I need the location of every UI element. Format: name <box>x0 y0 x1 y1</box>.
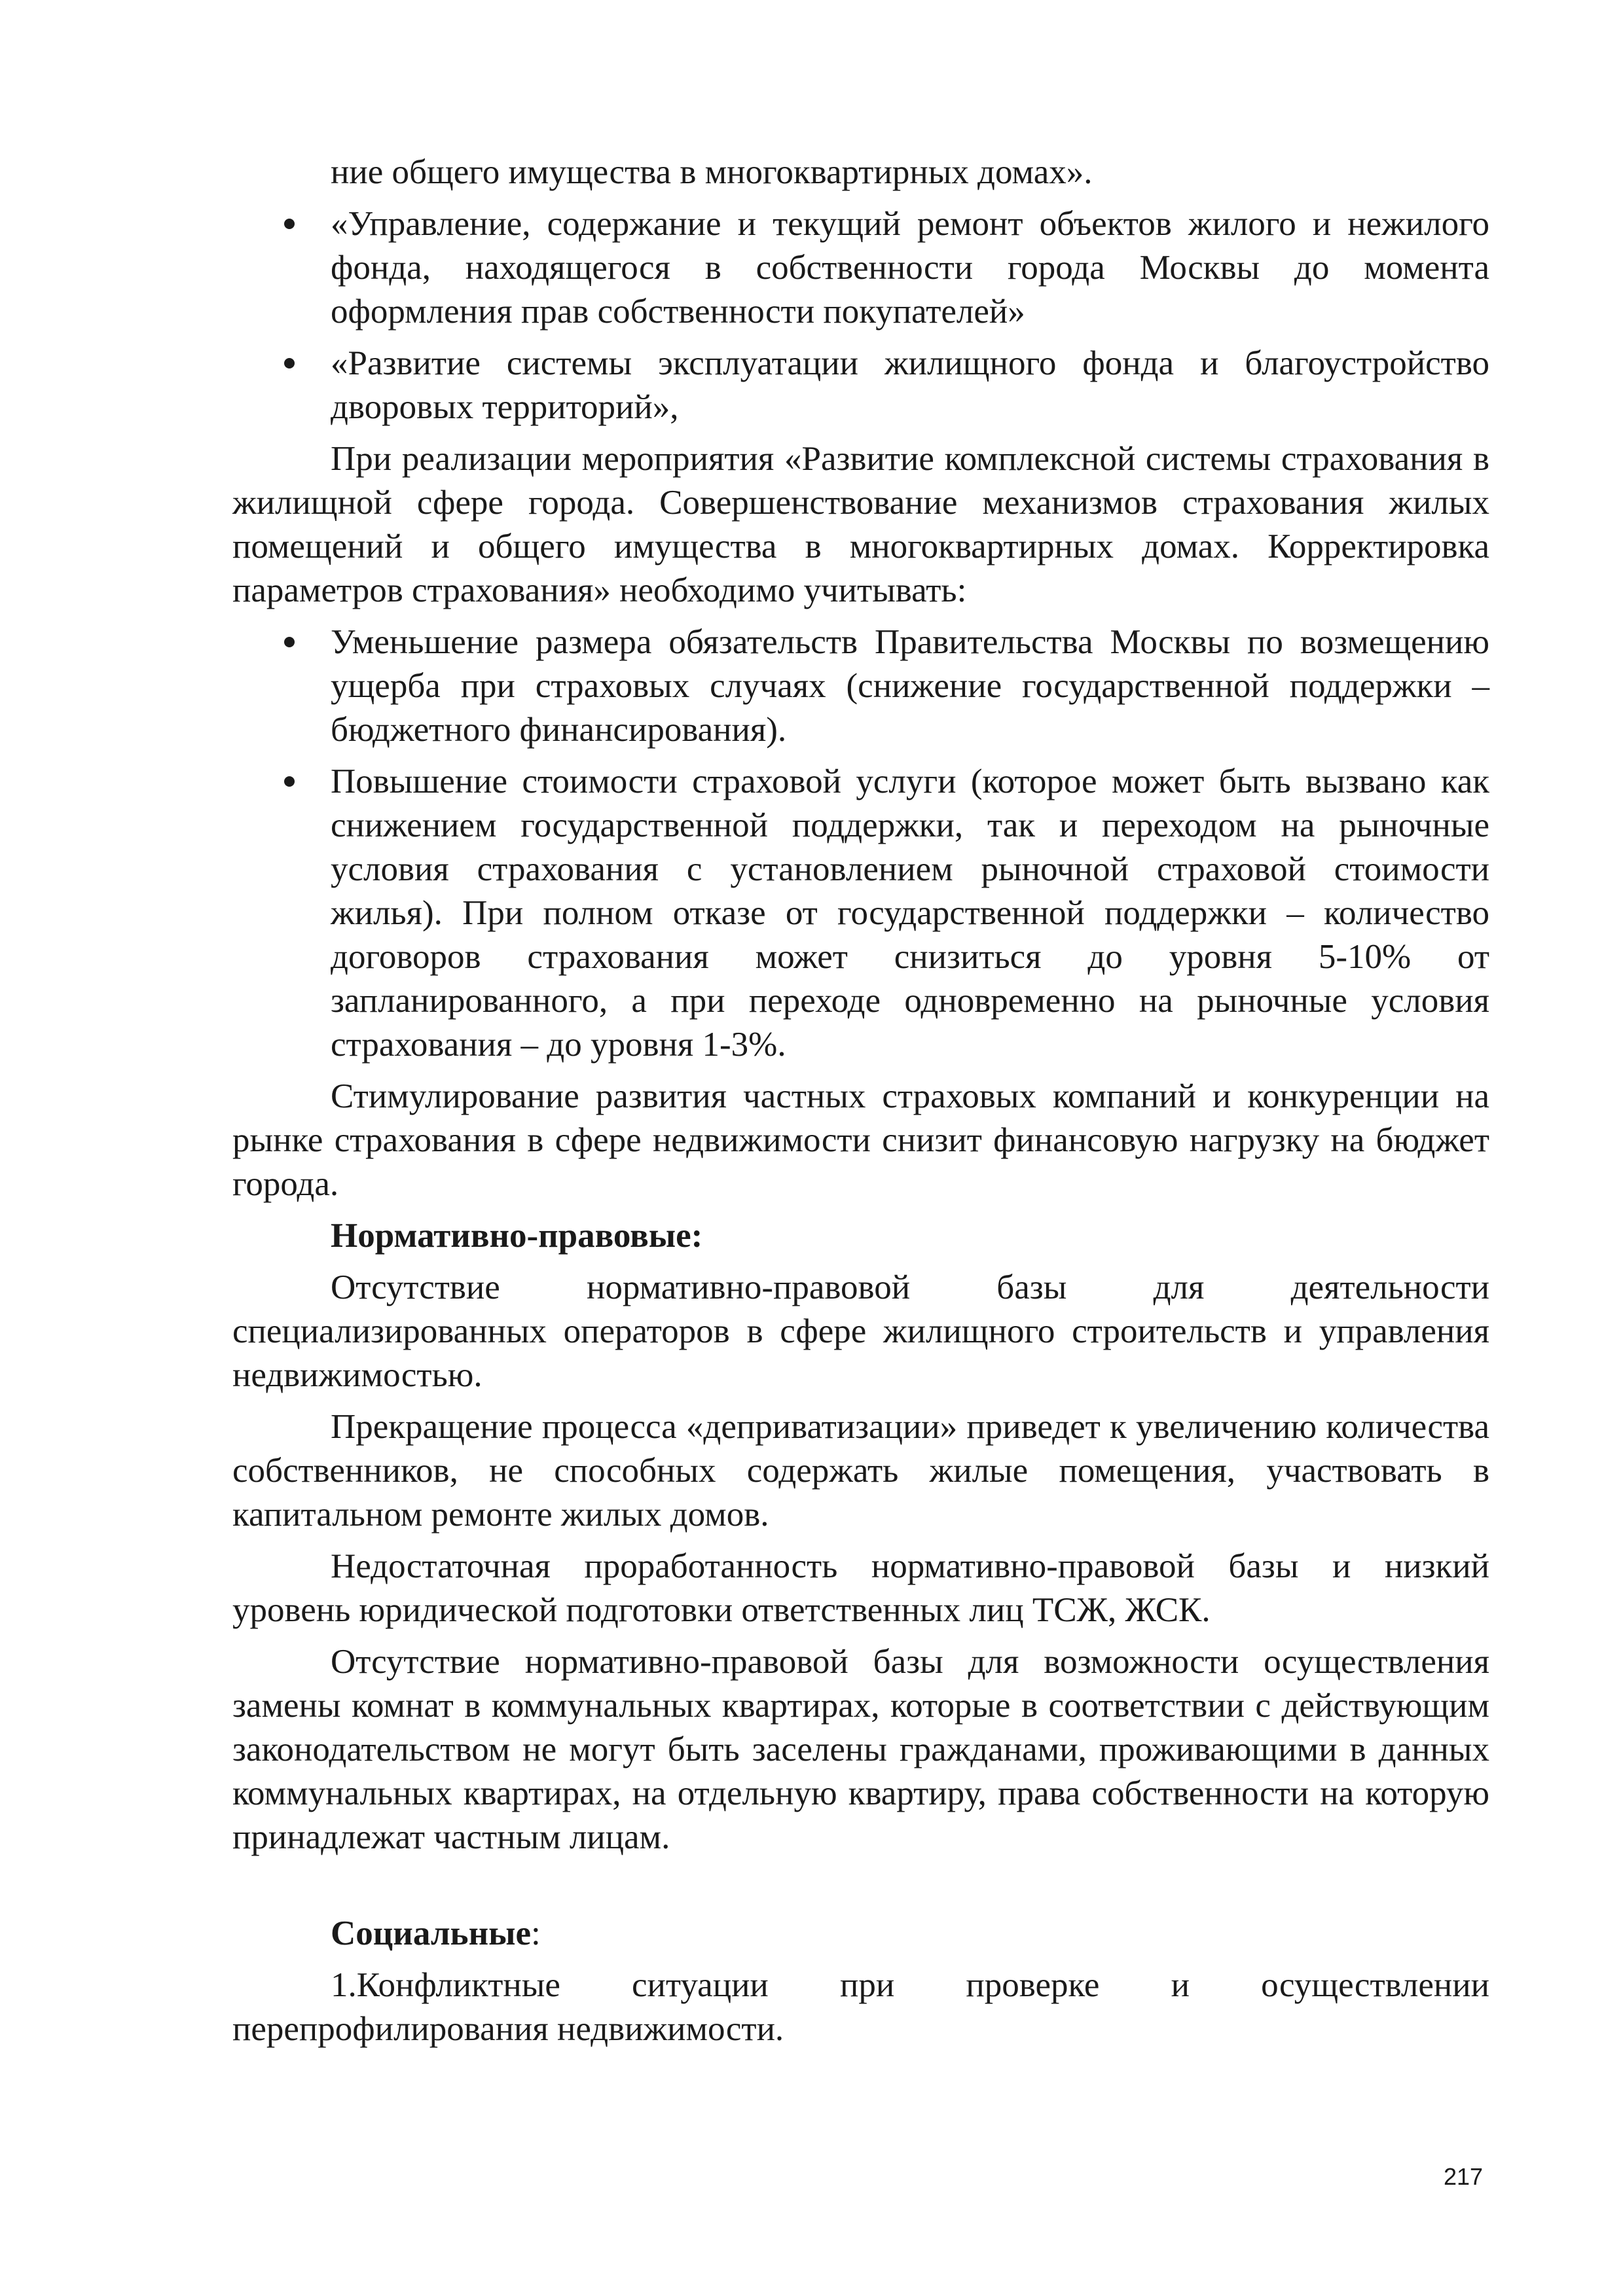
bullet-item <box>232 620 1489 752</box>
section-heading-legal: Нормативно-правовые: <box>331 1217 703 1255</box>
paragraph: Недостаточная проработанность нормативно-правовой базы и низкий уровень юридической подготовки ответственных лиц ТСЖ, ЖСК. <box>232 1547 1489 1629</box>
bullet-icon <box>284 219 295 229</box>
page-body <box>232 151 1489 2051</box>
paragraph: Прекращение процесса «деприватизации» приведет к увеличению количества собственников, не способных содержать жилые помещения, участвовать в капитальном ремонте жилых домов. <box>232 1408 1489 1534</box>
bullet-icon <box>284 776 295 787</box>
bullet-text: «Управление, содержание и текущий ремонт объектов жилого и нежилого фонда, находящегося в собственности города Москвы до момента оформления прав собственности покупателей» <box>331 205 1489 331</box>
paragraph: Отсутствие нормативно-правовой базы для деятельности специализированных операторов в сфере жилищного строительств и управления недвижимостью. <box>232 1268 1489 1394</box>
paragraph: 1.Конфликтные ситуации при проверке и осуществлении перепрофилирования недвижимости. <box>232 1966 1489 2048</box>
bullet-item <box>232 202 1489 334</box>
bullet-item <box>232 342 1489 429</box>
continuation-text: ние общего имущества в многоквартирных домах». <box>331 153 1093 191</box>
bullet-text: «Развитие системы эксплуатации жилищного фонда и благоустройство дворовых территорий», <box>331 344 1489 426</box>
section-heading-social <box>232 1912 1489 1956</box>
section-heading-social-colon: : <box>531 1914 541 1952</box>
page-number: 217 <box>1444 2163 1484 2190</box>
paragraph: Стимулирование развития частных страховых компаний и конкуренции на рынке страхования в сфере недвижимости снизит финансовую нагрузку на бюджет города. <box>232 1077 1489 1203</box>
bullet-icon <box>284 358 295 368</box>
section-heading-social-text: Социальные <box>331 1914 532 1952</box>
bullet-icon <box>284 637 295 647</box>
bullet-text: Уменьшение размера обязательств Правительства Москвы по возмещению ущерба при страховых случаях (снижение государственной поддержки – бюджетного финансирования). <box>331 623 1489 749</box>
paragraph: Отсутствие нормативно-правовой базы для возможности осуществления замены комнат в коммунальных квартирах, которые в соответствии с действующим законодательством не могут быть заселены гражданами, проживающими в данных коммунальных квартирах, на отдельную квартиру, права собственности на которую принадлежат частным лицам. <box>232 1643 1489 1856</box>
bullet-item <box>232 760 1489 1067</box>
bullet-text: Повышение стоимости страховой услуги (которое может быть вызвано как снижением государственной поддержки, так и переходом на рыночные условия страхования с установлением рыночной страховой стоимости жилья). При полном отказе от государственной поддержки – количество договоров страхования может снизиться до уровня 5-10% от запланированного, а при переходе одновременно на рыночные условия страхования – до уровня 1-3%. <box>331 762 1489 1064</box>
paragraph: При реализации мероприятия «Развитие комплексной системы страхования в жилищной сфере города. Совершенствование механизмов страхования жилых помещений и общего имущества в многоквартирных домах. Корректировка параметров страхования» необходимо учитывать: <box>232 440 1489 609</box>
